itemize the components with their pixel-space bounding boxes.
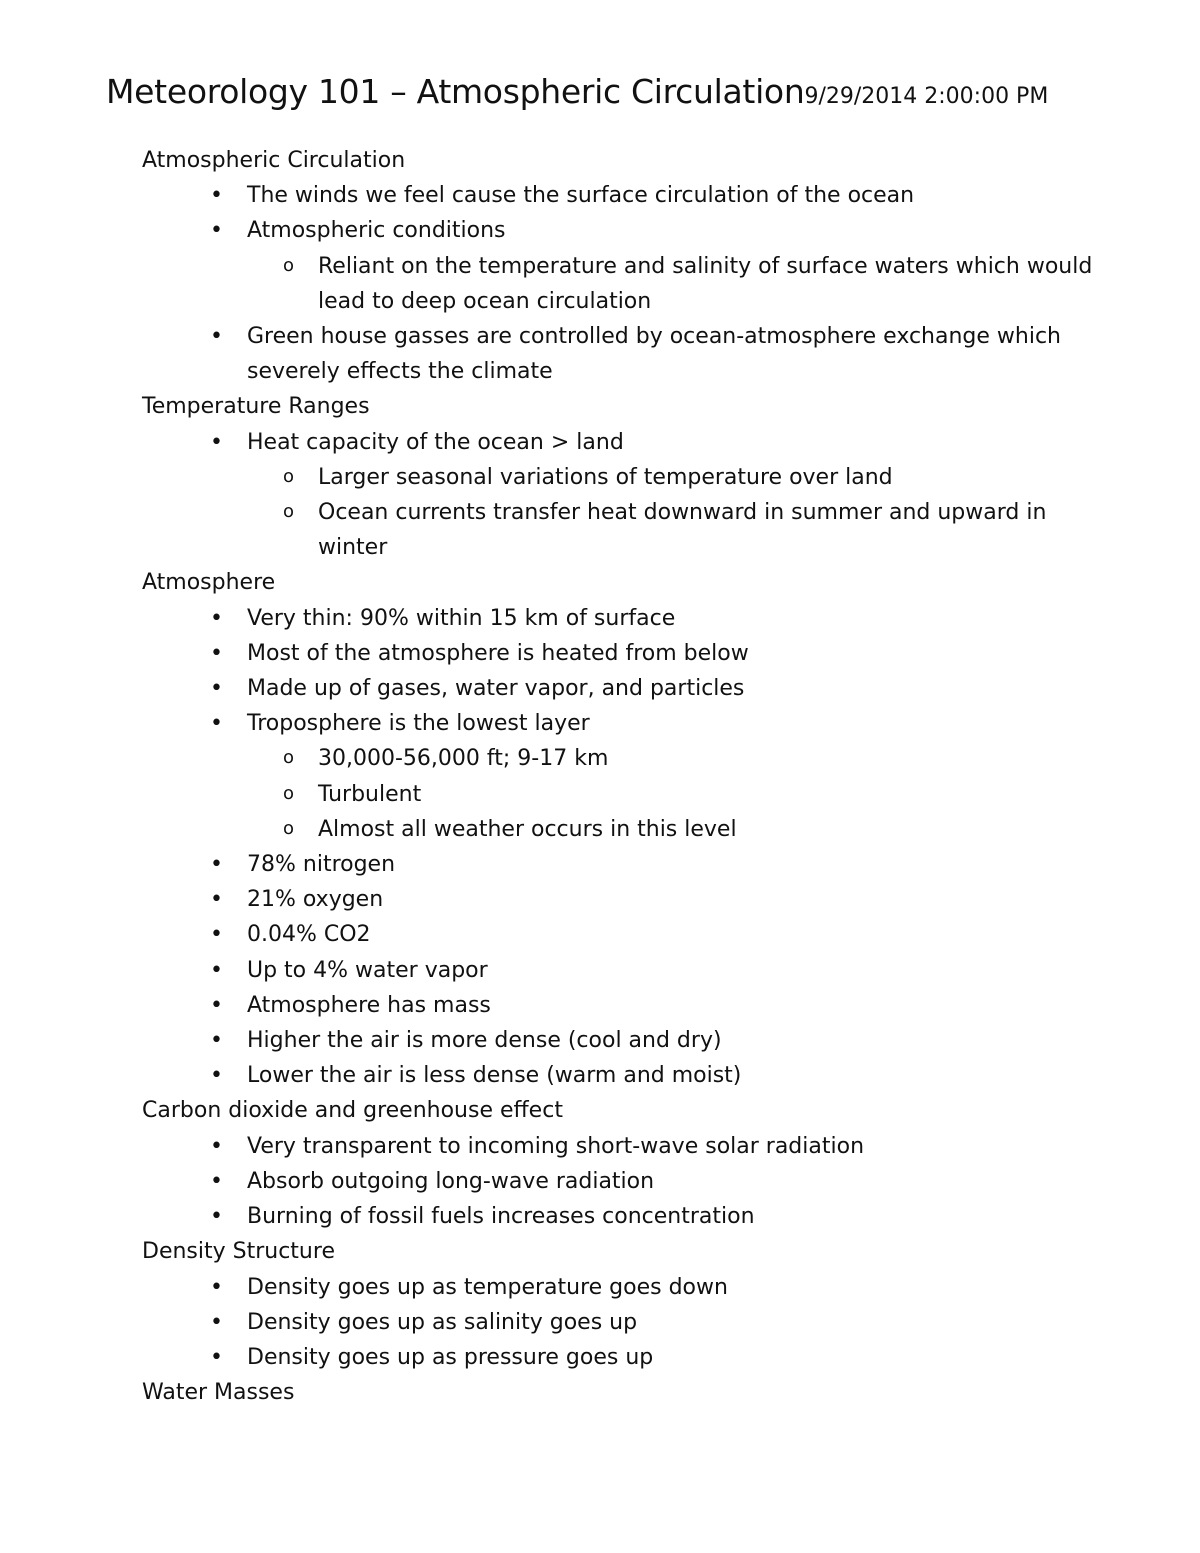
bullet-item (142, 319, 1102, 389)
sub-bullet-text: 30,000-56,000 ft; 9-17 km (318, 746, 609, 772)
sub-bullet-text: Turbulent (318, 781, 422, 807)
sub-bullet-text: Reliant on the temperature and salinity of surface waters which would lead to deep ocean circulation (318, 253, 1093, 314)
section-heading: Density Structure (142, 1239, 335, 1265)
bullet-text: Density goes up as salinity goes up (247, 1309, 638, 1335)
sub-bullet-item (142, 777, 1102, 812)
section-block (142, 389, 1102, 565)
bullet-text: Troposphere is the lowest layer (247, 711, 590, 737)
bullet-text: 21% oxygen (247, 887, 384, 913)
bullet-item (142, 1340, 1102, 1375)
bullet-text: Absorb outgoing long-wave radiation (247, 1168, 655, 1194)
sub-bullet-text: Almost all weather occurs in this level (318, 816, 737, 842)
section-heading: Atmospheric Circulation (142, 148, 406, 173)
bullet-item (142, 671, 1102, 706)
section-block (142, 1234, 1102, 1375)
bullet-list (142, 1270, 1102, 1376)
sub-bullet-item (142, 741, 1102, 776)
bullet-item (142, 706, 1102, 741)
section-block (142, 565, 1102, 1093)
date-stamp: 9/29/2014 2:00:00 PM (804, 84, 1049, 109)
section-heading: Atmosphere (142, 570, 276, 596)
page-title: Meteorology 101 – Atmospheric Circulation (106, 72, 805, 111)
bullet-text: Most of the atmosphere is heated from below (247, 640, 749, 666)
bullet-text: Heat capacity of the ocean > land (247, 429, 624, 455)
bullet-text: Very thin: 90% within 15 km of surface (247, 605, 676, 631)
bullet-item (142, 1270, 1102, 1305)
bullet-item (142, 601, 1102, 636)
section-block (142, 143, 1102, 389)
bullet-item (142, 988, 1102, 1023)
bullet-text: The winds we feel cause the surface circulation of the ocean (247, 183, 915, 209)
document-header (106, 72, 1048, 111)
sub-bullet-item (142, 249, 1102, 319)
bullet-item (142, 1164, 1102, 1199)
bullet-text: Green house gasses are controlled by ocean-atmosphere exchange which severely effects the climate (247, 324, 1061, 385)
bullet-text: Higher the air is more dense (cool and dry) (247, 1028, 722, 1054)
notes-body (142, 143, 1102, 1410)
bullet-text: Made up of gases, water vapor, and particles (247, 676, 745, 702)
bullet-item (142, 636, 1102, 671)
sub-bullet-item (142, 495, 1102, 565)
bullet-item (142, 1199, 1102, 1234)
sub-bullet-text: Ocean currents transfer heat downward in summer and upward in winter (318, 500, 1047, 561)
bullet-text: 0.04% CO2 (247, 922, 371, 948)
bullet-list (142, 425, 1102, 566)
bullet-item (142, 953, 1102, 988)
bullet-text: 78% nitrogen (247, 852, 396, 878)
bullet-item (142, 917, 1102, 952)
section-heading: Water Masses (142, 1380, 295, 1406)
bullet-item (142, 178, 1102, 213)
bullet-text: Lower the air is less dense (warm and moist) (247, 1063, 742, 1089)
bullet-item (142, 213, 1102, 248)
bullet-item (142, 1023, 1102, 1058)
section-heading: Carbon dioxide and greenhouse effect (142, 1098, 563, 1124)
bullet-text: Up to 4% water vapor (247, 957, 488, 983)
bullet-text: Very transparent to incoming short-wave solar radiation (247, 1133, 865, 1159)
section-heading: Temperature Ranges (142, 394, 370, 420)
bullet-text: Atmospheric conditions (247, 218, 506, 244)
bullet-item (142, 847, 1102, 882)
bullet-item (142, 425, 1102, 460)
section-block (142, 1093, 1102, 1234)
bullet-text: Atmosphere has mass (247, 992, 491, 1018)
bullet-text: Density goes up as pressure goes up (247, 1344, 654, 1370)
sub-bullet-text: Larger seasonal variations of temperature over land (318, 464, 893, 490)
bullet-item (142, 882, 1102, 917)
bullet-item (142, 1305, 1102, 1340)
sub-bullet-item (142, 812, 1102, 847)
sub-bullet-item (142, 460, 1102, 495)
bullet-item (142, 1129, 1102, 1164)
bullet-list (142, 601, 1102, 1094)
bullet-list (142, 1129, 1102, 1235)
section-block (142, 1375, 1102, 1410)
bullet-list (142, 178, 1102, 389)
bullet-text: Density goes up as temperature goes down (247, 1274, 728, 1300)
bullet-item (142, 1058, 1102, 1093)
bullet-text: Burning of fossil fuels increases concentration (247, 1204, 755, 1230)
